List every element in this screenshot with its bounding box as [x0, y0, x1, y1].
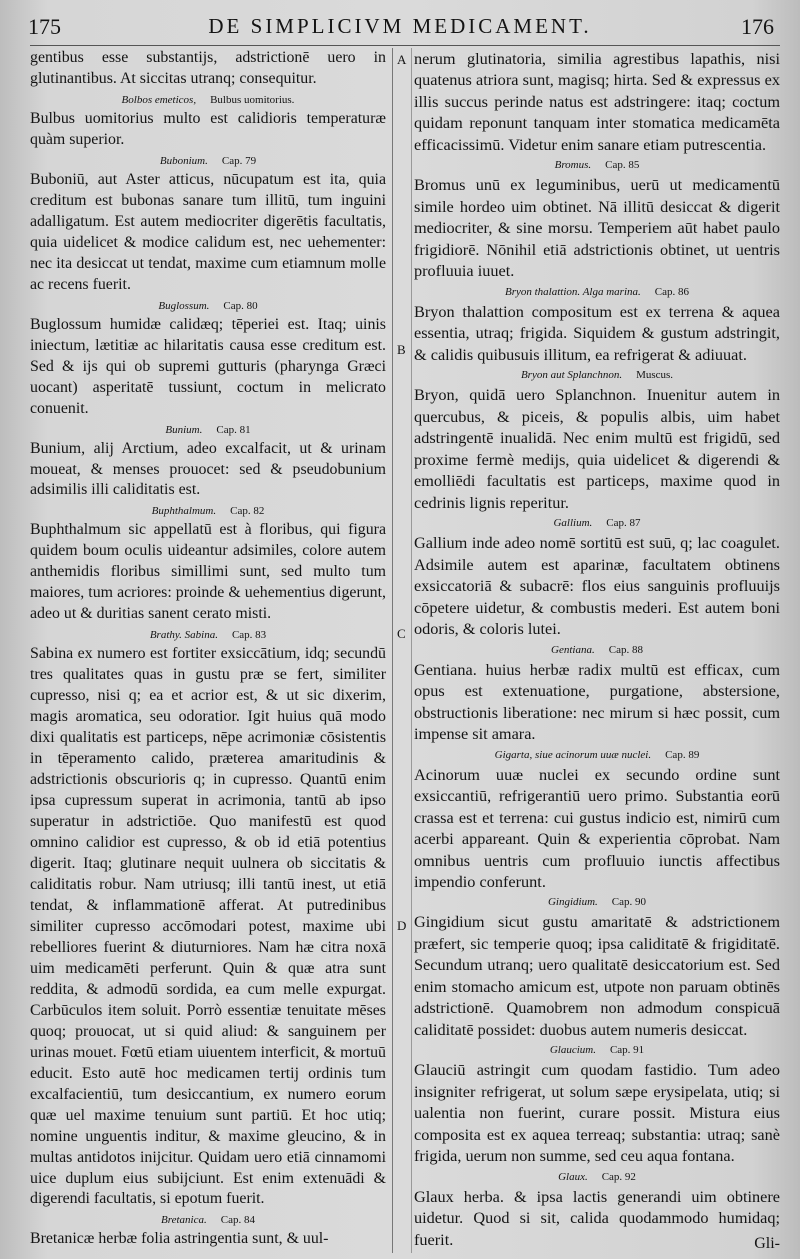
entry-title: Bromus. [554, 159, 592, 172]
entry-heading [30, 504, 386, 518]
margin-letter-b: B [397, 342, 406, 357]
entry-heading [414, 368, 780, 382]
entry-paragraph: Sabina ex numero est fortiter exsiccātium, idq; secundū tres qualitates quas in gustu præ se fert, similiter cupresso, nisi q; ea et acrior est, & ut sic dixerim, magis aromatica, seu odoratior. Igit huius quā modo dixi qualitatis est particeps, nēpe acrimoniæ cōsistentis in tēperamento calido, præterea amaritudinis & adstrictionis obscurioris q; in cupresso. Quantū enim ipsa cupressum superat in acrimonia, tantū ab ipso superatur in adstrictiōe. Quo manifestū est quod omnino calidior est cupresso, & ob id etiā potentius digerit. Itaq; glutinare nequit uulnera ob siccitatis & caliditatis robur. Nam utriusq; illi tantū inest, ut etiā tendat, & inflammationē afferat. At putredinibus similiter cupresso accōmodari potest, maxime ubi rebelliores fuerint & diuturniores. Nam hæ citra noxā uim medicamēti perferunt. Quin & quæ atra sunt reddita, & admodū sordida, ea cum melle expurgat. Carbūculos item soluit. Porrò essentiæ tenuitate mēses quoq; prouocat, ut si quid aliud: & sanguinem per urinas mouet. Fœtū etiam uiuentem interficit, & mortuū educit. Esto autē hoc medicamen tertij ordinis tum excalfacientiū, tum desiccantium, ex numero eorum quæ uel maxime tenuium sunt partiū. Et hoc utiq; nomine unguentis inditur, & maxime gleucino, & in multas antidotos inijcitur. Quidam uero etiā cinnamomi uice duplum eius subijciunt. Est enim extenuādi & digerendi facultatis, si epotum fuerit. [30, 645, 386, 1208]
page-number-right: 176 [741, 14, 774, 39]
entry-paragraph: Bromus unū ex leguminibus, uerū ut medicamentū simile hordeo uim obtinet. Nā illitū desiccat & digerit mediocriter, & sine morsu. Temperiem aūt habet paulo frigidiorē. Nōnihil etiā adstrictionis obtinet, ut uentris profluuia iuuet. [414, 175, 780, 281]
chapter-number: Cap. 85 [605, 159, 640, 172]
entry-title: Bolbos emeticos, [121, 93, 197, 106]
chapter-number: Cap. 88 [608, 643, 643, 656]
chapter-number: Muscus. [636, 369, 674, 382]
entry-title: Bubonium. [159, 154, 208, 167]
chapter-number: Cap. 87 [606, 517, 641, 530]
entry-paragraph: Bretanicæ herbæ folia astringentia sunt, & uul- [30, 1230, 329, 1248]
entry-paragraph: Acinorum uuæ nuclei ex secundo ordine sunt exsiccantiū, refrigerantiū uero primo. Substantia eorū crassa est et terrena: cui gustus indicio est, nimirū cum acerbi appareant. Quin & experientia cōprobat. Nam omnibus uentris cum profluuio iunctis affectibus impendio conferunt. [414, 764, 780, 891]
running-header [0, 6, 800, 44]
chapter-number: Cap. 89 [665, 748, 700, 761]
chapter-number: Cap. 90 [611, 896, 647, 909]
entry-heading [30, 154, 386, 168]
header-rule [30, 45, 780, 46]
entry-title: Gallium. [553, 517, 593, 530]
running-title: DE SIMPLICIVM MEDICAMENT. [208, 14, 592, 38]
right-column [414, 48, 780, 1253]
entry-title: Glaucium. [549, 1044, 596, 1057]
margin-letter-a: A [397, 52, 407, 67]
entry-paragraph: nerum glutinatoria, similia agrestibus lapathis, nisi quatenus atriora sunt, magisq; hirta. Sed & expressus ex illis succus perinde natus est adstringere: itaq; coctum quidam reponunt tanquam inter stomatica medicamēta efficacissimū. Videtur enim sanare etiam putrescentia. [414, 49, 780, 154]
entry-heading [414, 158, 780, 172]
entry-heading [414, 1170, 780, 1184]
chapter-number: Cap. 82 [230, 505, 265, 518]
entry-paragraph: Buboniū, aut Aster atticus, nūcupatum est ita, quia creditum est bubonas sanare tum illitū, tum inguini adalligatum. Est autem mediocriter digerētis facultatis, quia uidelicet & modice calidum est, nec uehementer: nec ita desiccat ut tendat, maxime cum etiamnum molle ac recens fuerit. [30, 170, 386, 293]
chapter-number: Cap. 92 [601, 1170, 636, 1183]
entry-heading [414, 285, 780, 299]
column-gutter [392, 48, 412, 1253]
chapter-number: Cap. 83 [231, 629, 267, 642]
chapter-number: Cap. 86 [654, 285, 689, 298]
entry-title: Bryon aut Splanchnon. [520, 369, 623, 382]
entry-paragraph: Glaux herba. & ipsa lactis generandi uim obtinere uidetur. Quod si sit, calida quodammodo humidaq; fuerit. [414, 1186, 780, 1249]
entry-title: Bryon thalattion. Alga marina. [504, 285, 641, 298]
chapter-number: Bulbus uomitorius. [210, 93, 295, 106]
margin-letter-c: C [397, 626, 406, 641]
page-number-left: 175 [28, 14, 61, 39]
entry-paragraph: gentibus esse substantijs, adstrictionē uero in glutinantibus. At siccitas utranq; consequitur. [30, 49, 386, 87]
entry-title: Buglossum. [158, 299, 210, 312]
left-column [30, 48, 386, 1253]
entry-heading [30, 423, 386, 437]
catchword: Gli- [754, 1235, 780, 1252]
entry-paragraph: Gentiana. huius herbæ radix multū est efficax, cum opus est extenuatione, purgatione, abstersione, obstructionis liberatione: nec mirum si hæc possit, cum impense sit amara. [414, 659, 780, 744]
chapter-number: Cap. 84 [220, 1214, 255, 1227]
entry-paragraph: Bryon, quidā uero Splanchnon. Inuenitur autem in quercubus, & piceis, & populis albis, uim habet adstringentē inualidā. Nec enim multū est frigidū, sed proxime fermè medijs, quia uidelicet & digerendi & emolliēdi facultatis est particeps, maxime quod in cedrinis lignis reperitur. [414, 385, 780, 512]
chapter-number: Cap. 79 [221, 154, 257, 167]
entry-title: Gingidium. [547, 896, 598, 909]
chapter-number: Cap. 81 [216, 423, 251, 436]
entry-title: Buphthalmum. [151, 505, 217, 518]
entry-paragraph: Bunium, alij Arctium, adeo excalfacit, ut & urinam moueat, & menses prouocet: sed & pseudobunium adsimilis illi caliditatis est. [30, 439, 386, 499]
entry-heading [30, 93, 386, 107]
entry-title: Bunium. [165, 423, 203, 436]
entry-paragraph: Bulbus uomitorius multo est calidioris temperaturæ quàm superior. [30, 109, 386, 148]
entry-heading [414, 1043, 780, 1057]
entry-heading [414, 895, 780, 909]
chapter-number: Cap. 80 [223, 299, 258, 312]
entry-title: Gigarta, siue acinorum uuæ nuclei. [494, 748, 652, 761]
entry-heading [30, 628, 386, 642]
entry-paragraph: Gingidium sicut gustu amaritatē & adstrictionem præfert, sic temperie quoq; ipsa caliditatē & frigiditatē. Secundum utranq; uero qualitatē desiccatorium est. Sed enim stomacho amicum est, utpote non paruam obtinēs adstrictionē. Quamobrem non admodum conspicuā caliditatē possidet: duobus autem numeris desiccat. [414, 912, 780, 1039]
margin-letter-d: D [397, 918, 407, 933]
entry-title: Glaux. [558, 1170, 588, 1183]
entry-title: Bretanica. [161, 1214, 207, 1227]
entry-title: Gentiana. [551, 643, 595, 656]
entry-heading [30, 1213, 386, 1227]
entry-paragraph: Bryon thalattion compositum est ex terrena & aquea essentia, utraq; frigida. Siquidem & gustum adstringit, & calidis quibusuis illitum, ea refrigerat & adiuuat. [414, 301, 780, 364]
entry-heading [30, 299, 386, 313]
entry-paragraph: Buphthalmum sic appellatū est à floribus, qui figura quidem boum oculis uideantur adsimiles, colore autem anthemidis floribus simillimi sunt, sed multo tum maiores, tum acriores: proinde & uehementius digerunt, adeo ut & duritias sanent cerato misti. [30, 521, 386, 623]
chapter-number: Cap. 91 [609, 1044, 645, 1057]
entry-paragraph: Buglossum humidæ calidæq; tēperiei est. Itaq; uinis iniectum, lætitiæ ac hilaritatis causa esse creditum est. Sed & ijs qui ob supremi gutturis (pharynga Græci uocant) asperitatē tussiunt, coctum in melicrato conuenit. [30, 315, 386, 417]
entry-paragraph: Glauciū astringit cum quodam fastidio. Tum adeo insigniter refrigerat, ut solum sæpe erysipelata, utiq; si ualentia non fuerint, curare possit. Mistura eius composita est ex aquea terreaq; substantia: utraq; sanè frigida, uerum non summe, sed ceu aqua fontana. [414, 1060, 780, 1166]
entry-title: Brathy. Sabina. [149, 629, 218, 642]
entry-heading [414, 748, 780, 762]
entry-paragraph: Gallium inde adeo nomē sortitū est suū, q; lac coagulet. Adsimile autem est aparinæ, facultatem obtinens exsiccatoriā & subacrē: flos eius sanguinis profluuijs cōpetere uidetur, & combustis mederi. Est autem boni odoris, & coloris lutei. [414, 533, 780, 639]
entry-heading [414, 516, 780, 530]
entry-heading [414, 643, 780, 657]
